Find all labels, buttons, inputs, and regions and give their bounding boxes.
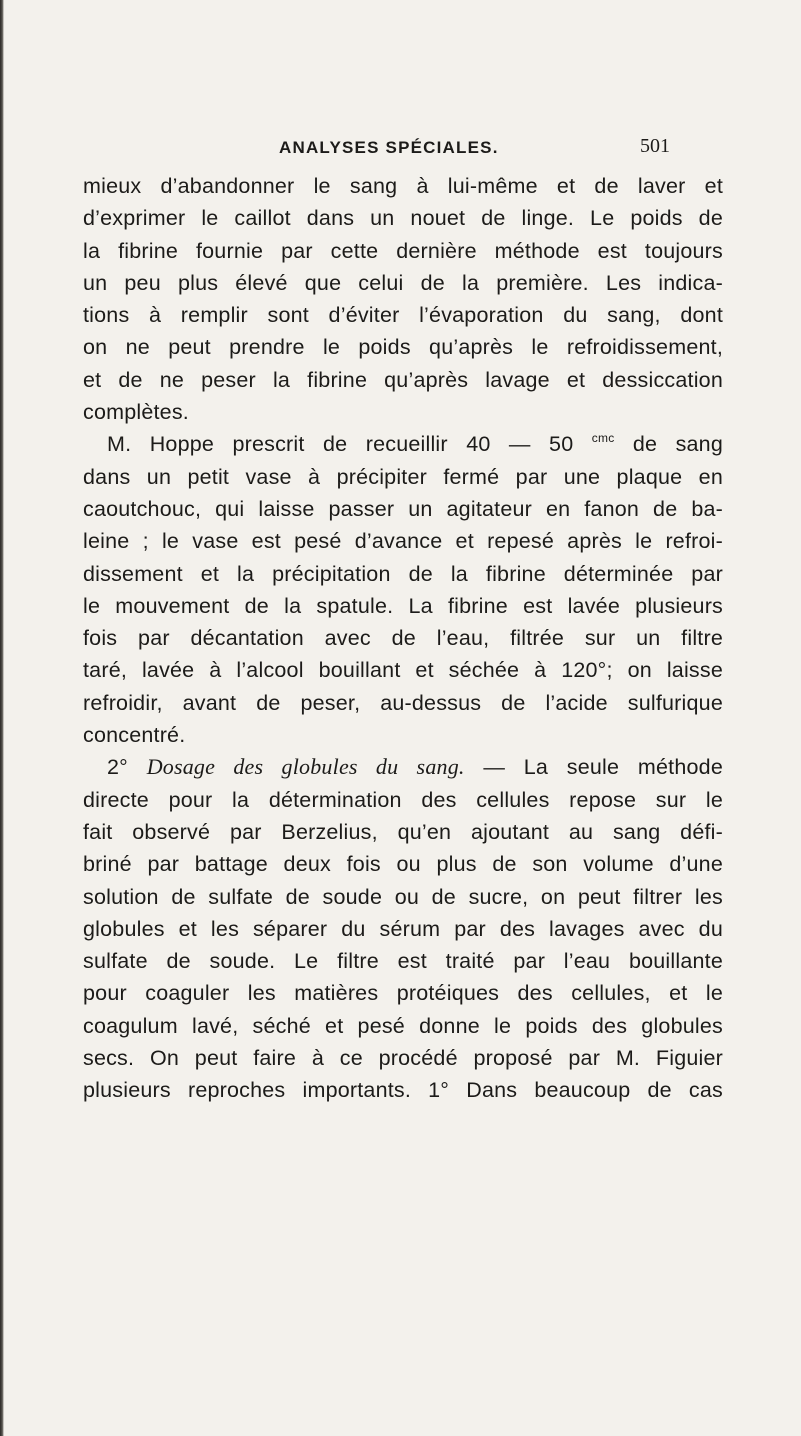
text-line: fois par décantation avec de l’eau, filtrée sur un filtre <box>83 626 723 651</box>
text-line: dissement et la précipitation de la fibrine déterminée par <box>83 561 723 586</box>
text-line: briné par battage deux fois ou plus de son volume d’une <box>83 852 723 877</box>
text-line: caoutchouc, qui laisse passer un agitateur en fanon de ba- <box>83 496 723 521</box>
running-head: ANALYSES SPÉCIALES. <box>279 138 499 157</box>
text-line: la fibrine fournie par cette dernière méthode est toujours <box>83 238 723 263</box>
text-line: coagulum lavé, séché et pesé donne le poids des globules <box>83 1013 723 1038</box>
text-line: globules et les séparer du sérum par des lavages avec du <box>83 916 723 941</box>
text-line <box>83 751 723 783</box>
superscript-unit: cmc <box>591 431 615 446</box>
body-text <box>83 170 723 1107</box>
text-line: leine ; le vase est pesé d’avance et repesé après le refroi- <box>83 529 723 554</box>
text-line: directe pour la détermination des cellules repose sur le <box>83 787 723 812</box>
text-line: tions à remplir sont d’éviter l’évaporation du sang, dont <box>83 303 723 328</box>
text-line: on ne peut prendre le poids qu’après le refroidissement, <box>83 335 723 360</box>
text-segment: 2° <box>107 755 147 780</box>
text-segment: — La seule méthode <box>464 755 723 780</box>
text-segment: de sang <box>614 432 723 457</box>
page-number: 501 <box>640 135 670 157</box>
section-heading-italic: Dosage des globules du sang. <box>146 754 465 780</box>
text-line: dans un petit vase à précipiter fermé par une plaque en <box>83 464 723 489</box>
binding-edge <box>0 0 4 1436</box>
text-line <box>83 428 723 460</box>
text-line: secs. On peut faire à ce procédé proposé par M. Figuier <box>83 1046 723 1071</box>
text-line: plusieurs reproches importants. 1° Dans beaucoup de cas <box>83 1078 723 1103</box>
text-line: taré, lavée à l’alcool bouillant et séchée à 120°; on laisse <box>83 658 723 683</box>
text-line: pour coaguler les matières protéiques des cellules, et le <box>83 981 723 1006</box>
text-line: solution de sulfate de soude ou de sucre, on peut filtrer les <box>83 884 723 909</box>
text-line: sulfate de soude. Le filtre est traité par l’eau bouillante <box>83 949 723 974</box>
text-line: mieux d’abandonner le sang à lui-même et de laver et <box>83 174 723 198</box>
text-line: un peu plus élevé que celui de la première. Les indica- <box>83 270 723 295</box>
text-line: le mouvement de la spatule. La fibrine est lavée plusieurs <box>83 593 723 618</box>
text-line: concentré. <box>83 723 186 748</box>
page-header <box>0 135 801 168</box>
text-line: refroidir, avant de peser, au-dessus de l’acide sulfurique <box>83 690 723 715</box>
text-segment: M. Hoppe prescrit de recueillir 40 — 50 <box>107 432 592 457</box>
text-line: et de ne peser la fibrine qu’après lavage et dessiccation <box>83 367 723 392</box>
text-line: fait observé par Berzelius, qu’en ajoutant au sang défi- <box>83 819 723 844</box>
text-line: complètes. <box>83 400 189 425</box>
text-line: d’exprimer le caillot dans un nouet de linge. Le poids de <box>83 206 723 231</box>
